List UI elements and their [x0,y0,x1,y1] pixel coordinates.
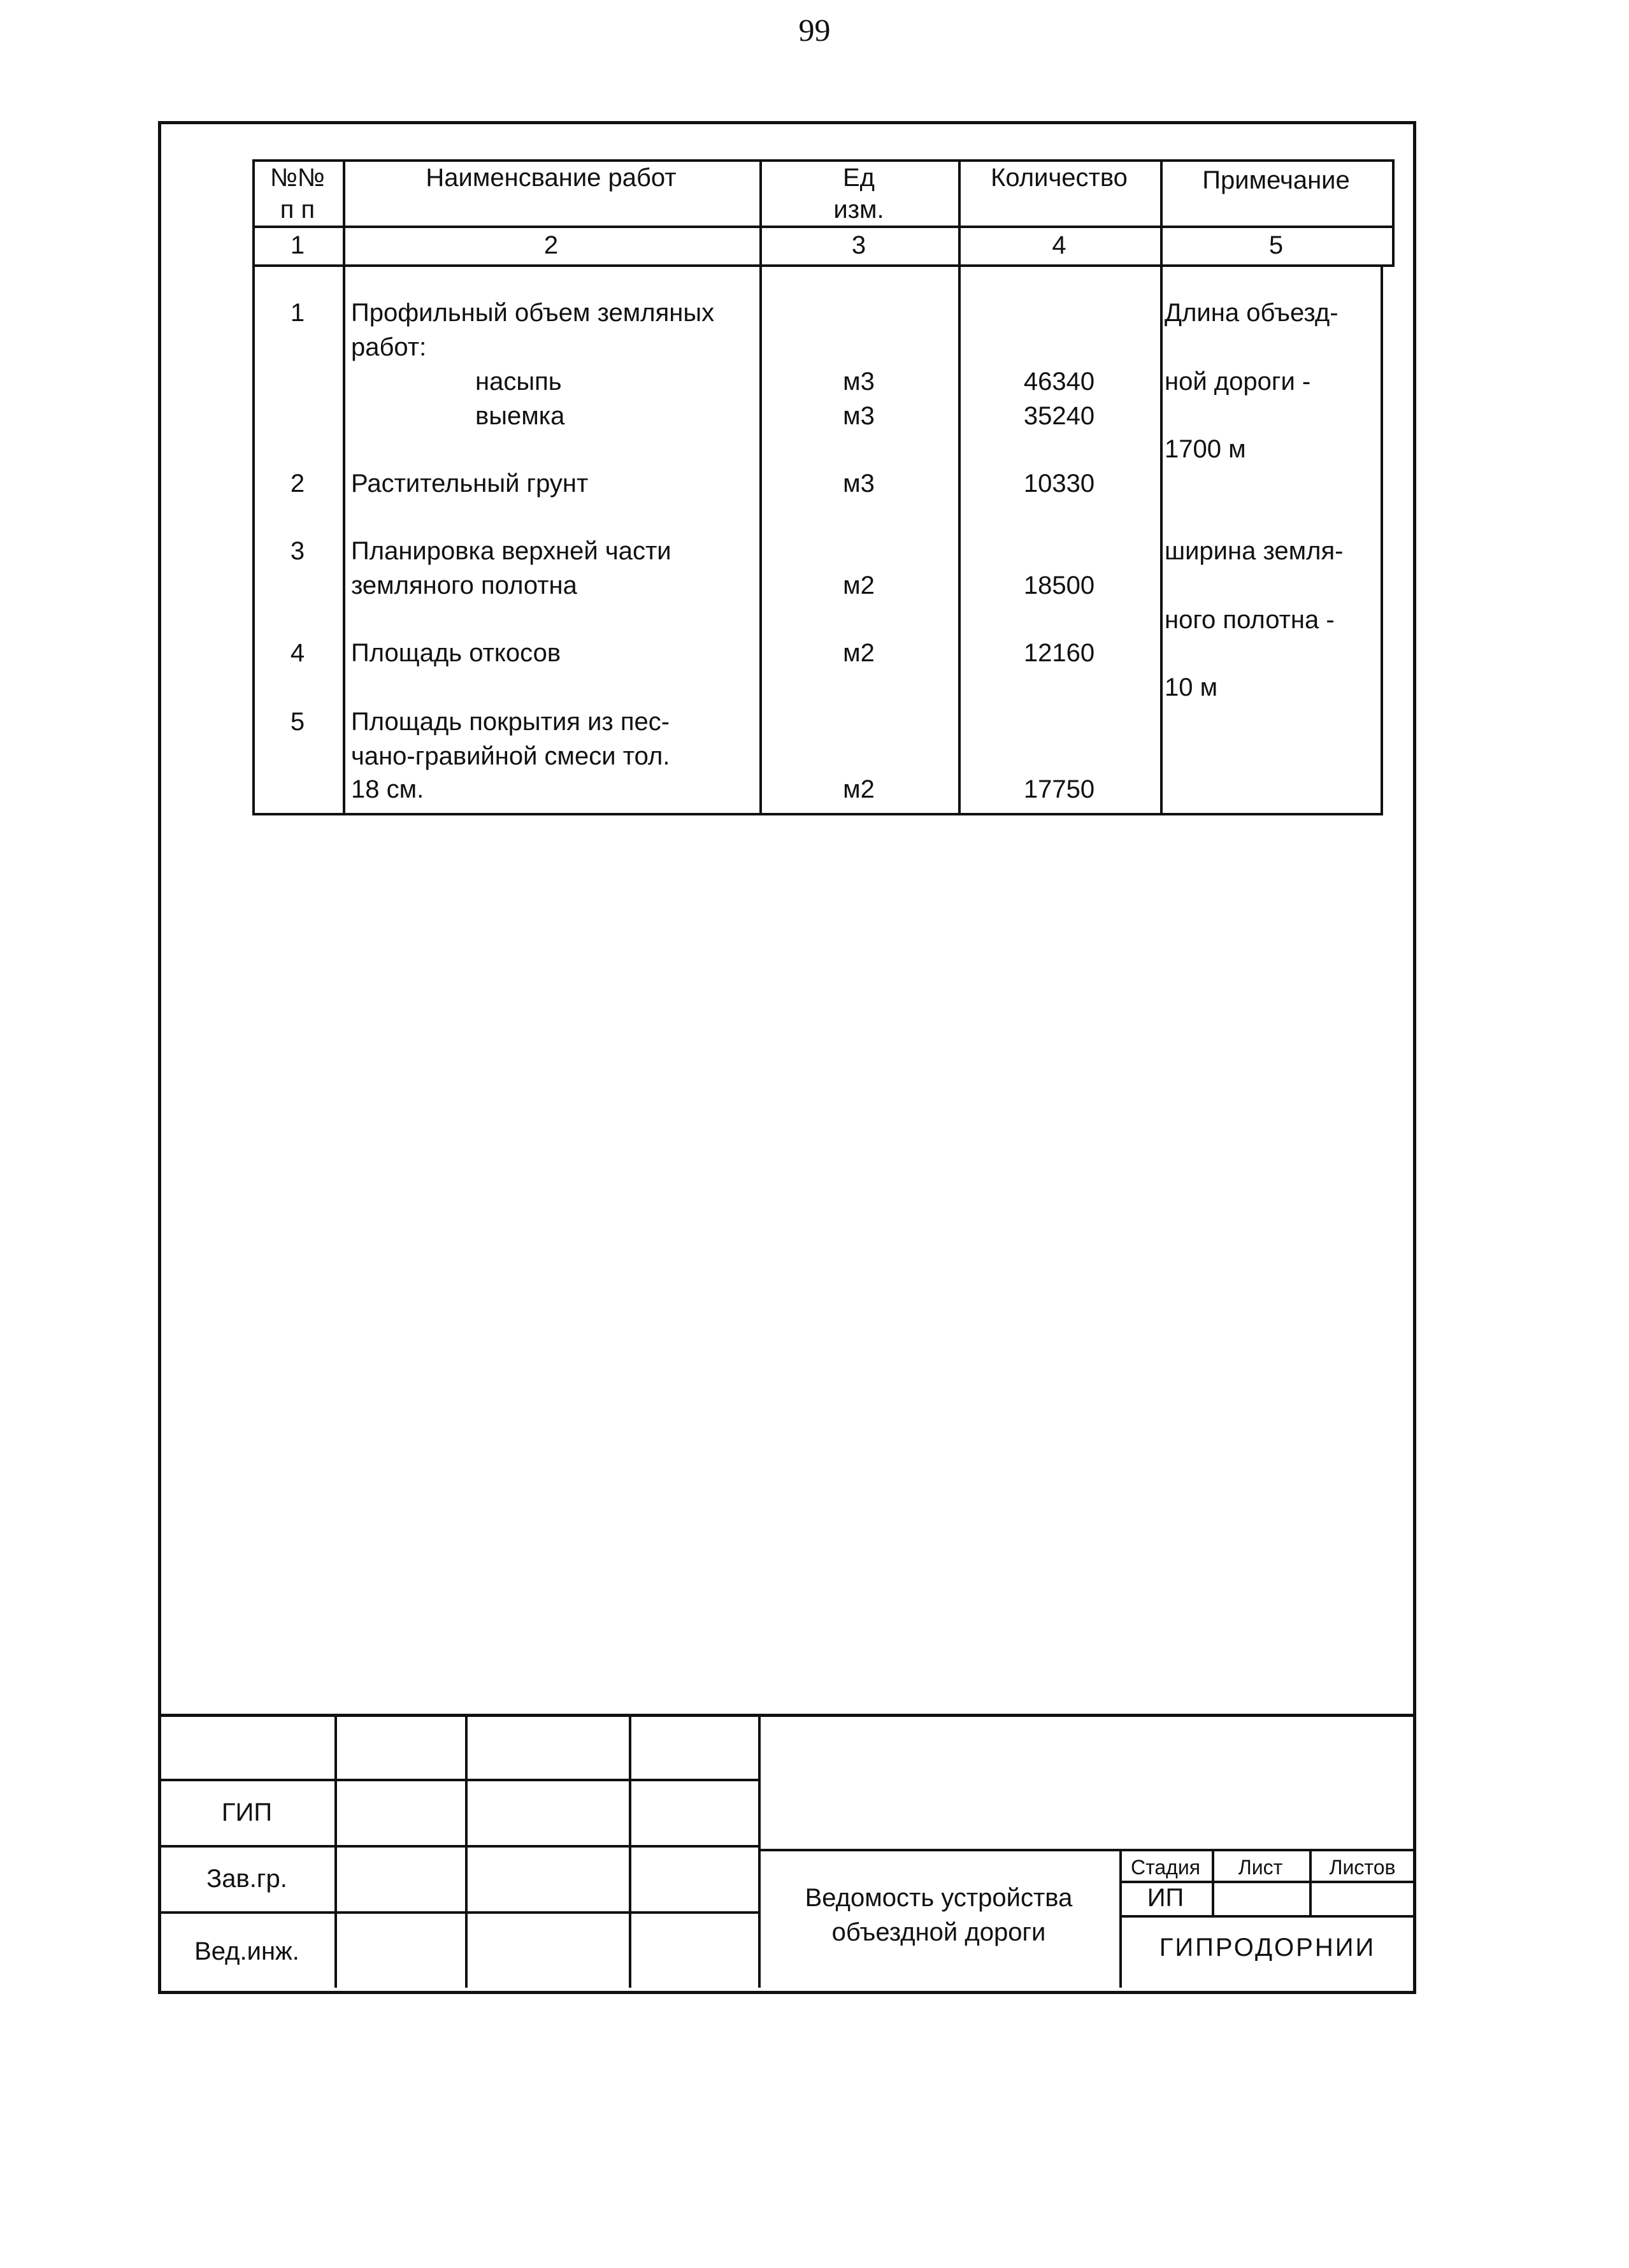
row-4-unit: м2 [843,639,875,667]
col-number-3: 3 [851,231,866,259]
table-top-border [252,159,1395,162]
row-3-unit: м2 [843,571,875,599]
header-bottom-border [252,226,1395,228]
stamp-col-2 [465,1714,468,1988]
colnum-bottom-border [252,264,1395,267]
stamp-stage-header: Стадия [1130,1856,1201,1879]
row-2-qty: 10330 [1023,470,1095,498]
works-table [252,159,1395,815]
row-1-name-line1: Профильный объем земляных [351,299,715,327]
table-right-border-lower [1381,264,1383,815]
col-number-4: 4 [1052,231,1066,259]
header-unit-line1: Ед [842,164,875,192]
stamp-col-1 [334,1714,337,1988]
row-1a-qty: 46340 [1023,368,1095,396]
row-3-qty: 18500 [1023,571,1095,599]
row-2-num: 2 [290,470,305,498]
stamp-left-row-3 [159,1911,758,1914]
header-num-line1: №№ [270,164,325,192]
row-5-name-line3: 18 см. [351,775,424,803]
role-ved-inzh: Вед.инж. [194,1937,299,1965]
row-5-name-line1: Площадь покрытия из пес- [351,708,670,736]
note-line-3: 1700 м [1165,435,1246,463]
stamp-left-row-2 [159,1845,758,1848]
row-5-unit: м2 [843,775,875,803]
note-line-4: ширина земля- [1165,537,1344,565]
row-5-num: 5 [290,708,305,736]
stamp-title-line2: объездной дороги [831,1918,1046,1946]
row-4-num: 4 [290,639,305,667]
note-line-2: ной дороги - [1165,368,1311,396]
stamp-left-row-1 [159,1779,758,1781]
header-note: Примечание [1202,166,1350,194]
row-2-unit: м3 [843,470,875,498]
header-num-line2: п п [280,196,315,224]
col-number-1: 1 [290,231,305,259]
row-3-name-line1: Планировка верхней части [351,537,671,565]
page-number: 99 [798,12,831,48]
table-bottom-border [252,813,1383,815]
row-3-num: 3 [290,537,305,565]
col-number-2: 2 [543,231,559,259]
row-5-name-line2: чано-гравийной смеси тол. [351,742,670,770]
title-block [159,1714,1416,1994]
row-1b-unit: м3 [843,402,875,430]
col-number-5: 5 [1268,231,1284,259]
stamp-sheet-header: Лист [1238,1856,1283,1879]
stamp-sheets-header: Листов [1329,1856,1396,1879]
note-line-5: ного полотна - [1165,606,1335,634]
role-gip: ГИП [221,1798,273,1827]
row-4-name: Площадь откосов [351,639,561,667]
row-1a-name: насыпь [475,368,562,396]
stamp-title-top [758,1849,1416,1851]
row-1-num: 1 [290,299,305,327]
row-2-name: Растительный грунт [351,470,589,498]
role-zav-gr: Зав.гр. [206,1865,287,1893]
stamp-top-border [159,1714,1416,1717]
stamp-organization: ГИПРОДОРНИИ [1159,1934,1376,1962]
row-1b-qty: 35240 [1023,402,1095,430]
stamp-title-line1: Ведомость устройства [805,1884,1073,1912]
row-1-name-line2: работ: [351,333,427,361]
row-1b-name: выемка [475,402,565,430]
note-line-1: Длина объезд- [1165,299,1338,327]
note-line-6: 10 м [1165,673,1218,701]
table-right-border-upper [1392,159,1395,265]
stamp-col-3 [629,1714,631,1988]
header-qty: Количество [991,164,1128,192]
row-5-qty: 17750 [1023,775,1095,803]
row-3-name-line2: земляного полотна [351,571,577,599]
stamp-info-row-2 [1119,1915,1416,1918]
row-4-qty: 12160 [1023,639,1095,667]
stamp-stage-value: ИП [1147,1884,1184,1912]
header-name: Наименсвание работ [426,164,677,192]
header-unit-line2: изм. [833,196,884,224]
row-1a-unit: м3 [843,368,875,396]
